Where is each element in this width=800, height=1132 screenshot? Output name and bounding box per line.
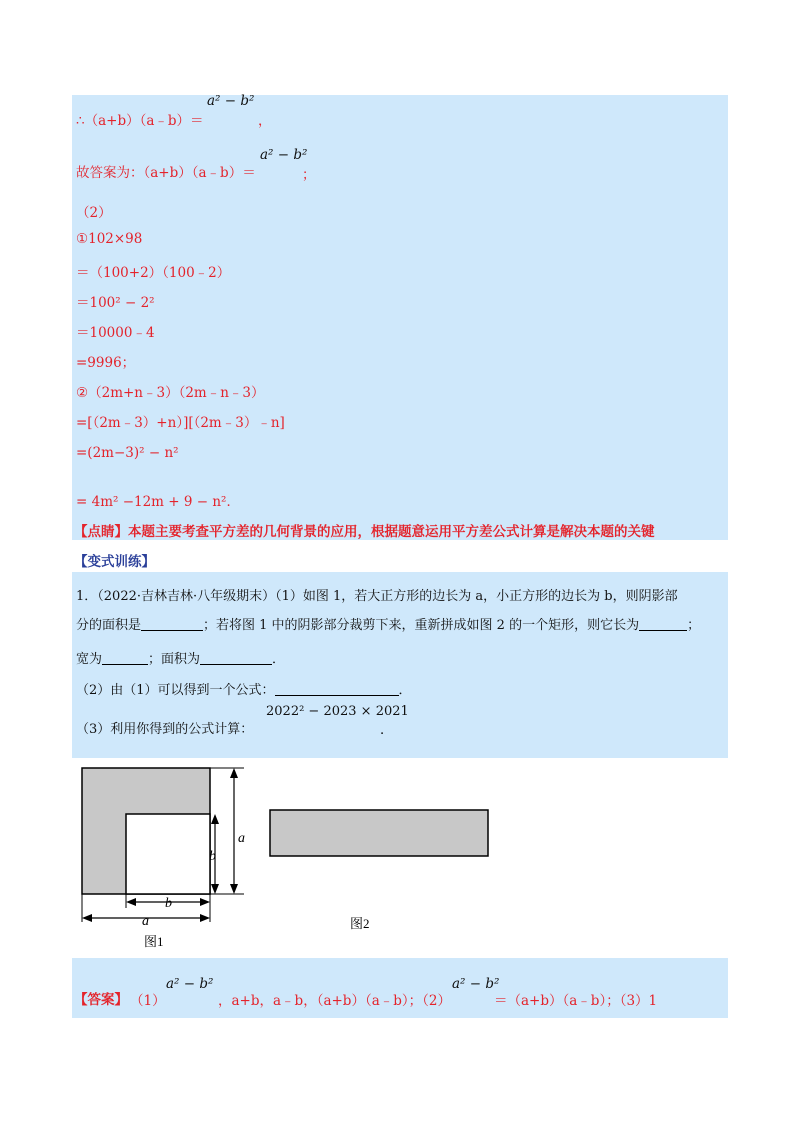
therefore-symbol: ∴ — [76, 113, 85, 129]
blank-formula[interactable] — [275, 682, 399, 696]
label-b-horizontal: b — [165, 896, 172, 911]
comma-1 — [258, 109, 272, 129]
figure-panel — [72, 758, 496, 958]
solution-line-1 — [76, 109, 204, 129]
problem-line-2 — [76, 614, 700, 633]
text-seg: （2）由（1）可以得到一个公式： — [76, 683, 275, 698]
solution-line-12: = 4m² −12m + 9 − n²． — [76, 494, 240, 510]
arrowhead — [211, 814, 219, 824]
problem-line-5 — [76, 718, 253, 737]
fig1-label: 图1 — [144, 934, 164, 949]
math-a2-b2-1 — [207, 93, 254, 109]
label-b-vertical: b — [209, 849, 216, 864]
arrowhead — [200, 898, 210, 906]
figure-svg — [72, 758, 496, 958]
text-seg: ； — [687, 618, 701, 633]
arrowhead — [211, 884, 219, 894]
label-a-vertical: a — [238, 831, 245, 846]
text-seg: （3）利用你得到的公式计算： — [76, 722, 254, 737]
small-square — [126, 814, 210, 894]
note-tag: 【点睛】 — [74, 524, 128, 540]
text-seg: 分的面积是 — [76, 618, 142, 633]
answer-part2: ，a+b，a﹣b，（a+b）（a﹣b）；（2） — [218, 993, 451, 1009]
blank-area-2[interactable] — [200, 651, 272, 665]
solution-line-5: ＝（100+2）（100﹣2） — [76, 265, 231, 281]
text-seg: ． — [380, 722, 394, 738]
text-seg: ． — [272, 652, 286, 667]
math-text: a² − b² — [260, 147, 308, 163]
solution-line-9: ②（2m+n﹣3）（2m﹣n﹣3） — [76, 385, 265, 401]
arrowhead — [126, 898, 136, 906]
problem-block — [72, 572, 728, 758]
answer-part1: （1） — [130, 993, 166, 1009]
fig2-label: 图2 — [350, 916, 370, 931]
section-title: 【变式训练】 — [74, 554, 155, 570]
note-line — [74, 520, 655, 540]
math-text: a² − b² — [207, 93, 255, 109]
blank-length[interactable] — [639, 617, 687, 631]
label-a-horizontal: a — [142, 914, 149, 929]
math-a2-b2-2 — [260, 147, 307, 163]
text-seg: ． — [398, 683, 412, 698]
answer-intro-text: 故答案为：（a+b）（a﹣b）＝ — [76, 165, 256, 181]
solution-line-11: =(2m−3)² − n² — [76, 445, 179, 461]
semicolon-text: ； — [302, 167, 316, 183]
math-text: 2022² − 2023 × 2021 — [266, 704, 409, 719]
expr-text: （a+b）（a﹣b）＝ — [84, 113, 204, 129]
semicolon-2 — [302, 163, 316, 183]
arrowhead — [200, 914, 210, 922]
answer-math-1: a² − b² — [166, 976, 214, 992]
arrowhead — [230, 884, 238, 894]
answer-math-2: a² − b² — [452, 976, 500, 992]
solution-line-7: ＝10000﹣4 — [76, 325, 155, 341]
text-seg: ；若将图 1 中的阴影部分裁剪下来，重新拼成如图 2 的一个矩形，则它长为 — [203, 618, 640, 633]
comma-text: ， — [258, 113, 272, 129]
problem-line-1: 1．（2022·吉林吉林·八年级期末）（1）如图 1，若大正方形的边长为 a，小正方形的边长为 b，则阴影部 — [76, 589, 678, 604]
problem-line-3 — [76, 648, 285, 667]
text-seg: 宽为 — [76, 652, 103, 667]
arrowhead — [230, 768, 238, 778]
answer-part3: ＝（a+b）（a﹣b）；（3）1 — [494, 993, 658, 1009]
answer-tag: 【答案】 — [74, 992, 128, 1008]
solution-line-10: =[（2m﹣3）+n）][（2m﹣3）﹣n] — [76, 415, 285, 431]
solution-line-2 — [76, 161, 256, 181]
solution-line-8: =9996； — [76, 355, 136, 371]
answer-block — [72, 958, 728, 1018]
arrowhead — [82, 914, 92, 922]
fig2-rectangle — [270, 810, 488, 856]
solution-line-3: （2） — [76, 205, 112, 221]
text-seg: ；面积为 — [148, 652, 201, 667]
problem-math — [266, 704, 409, 719]
problem-period — [380, 718, 394, 738]
solution-line-6: ＝100² − 2² — [76, 295, 155, 311]
solution-block — [72, 95, 728, 540]
blank-width[interactable] — [102, 651, 148, 665]
solution-line-4: ①102×98 — [76, 231, 143, 247]
blank-area[interactable] — [141, 617, 203, 631]
problem-line-4 — [76, 679, 412, 698]
note-text: 本题主要考查平方差的几何背景的应用，根据题意运用平方差公式计算是解决本题的关键 — [128, 524, 655, 540]
